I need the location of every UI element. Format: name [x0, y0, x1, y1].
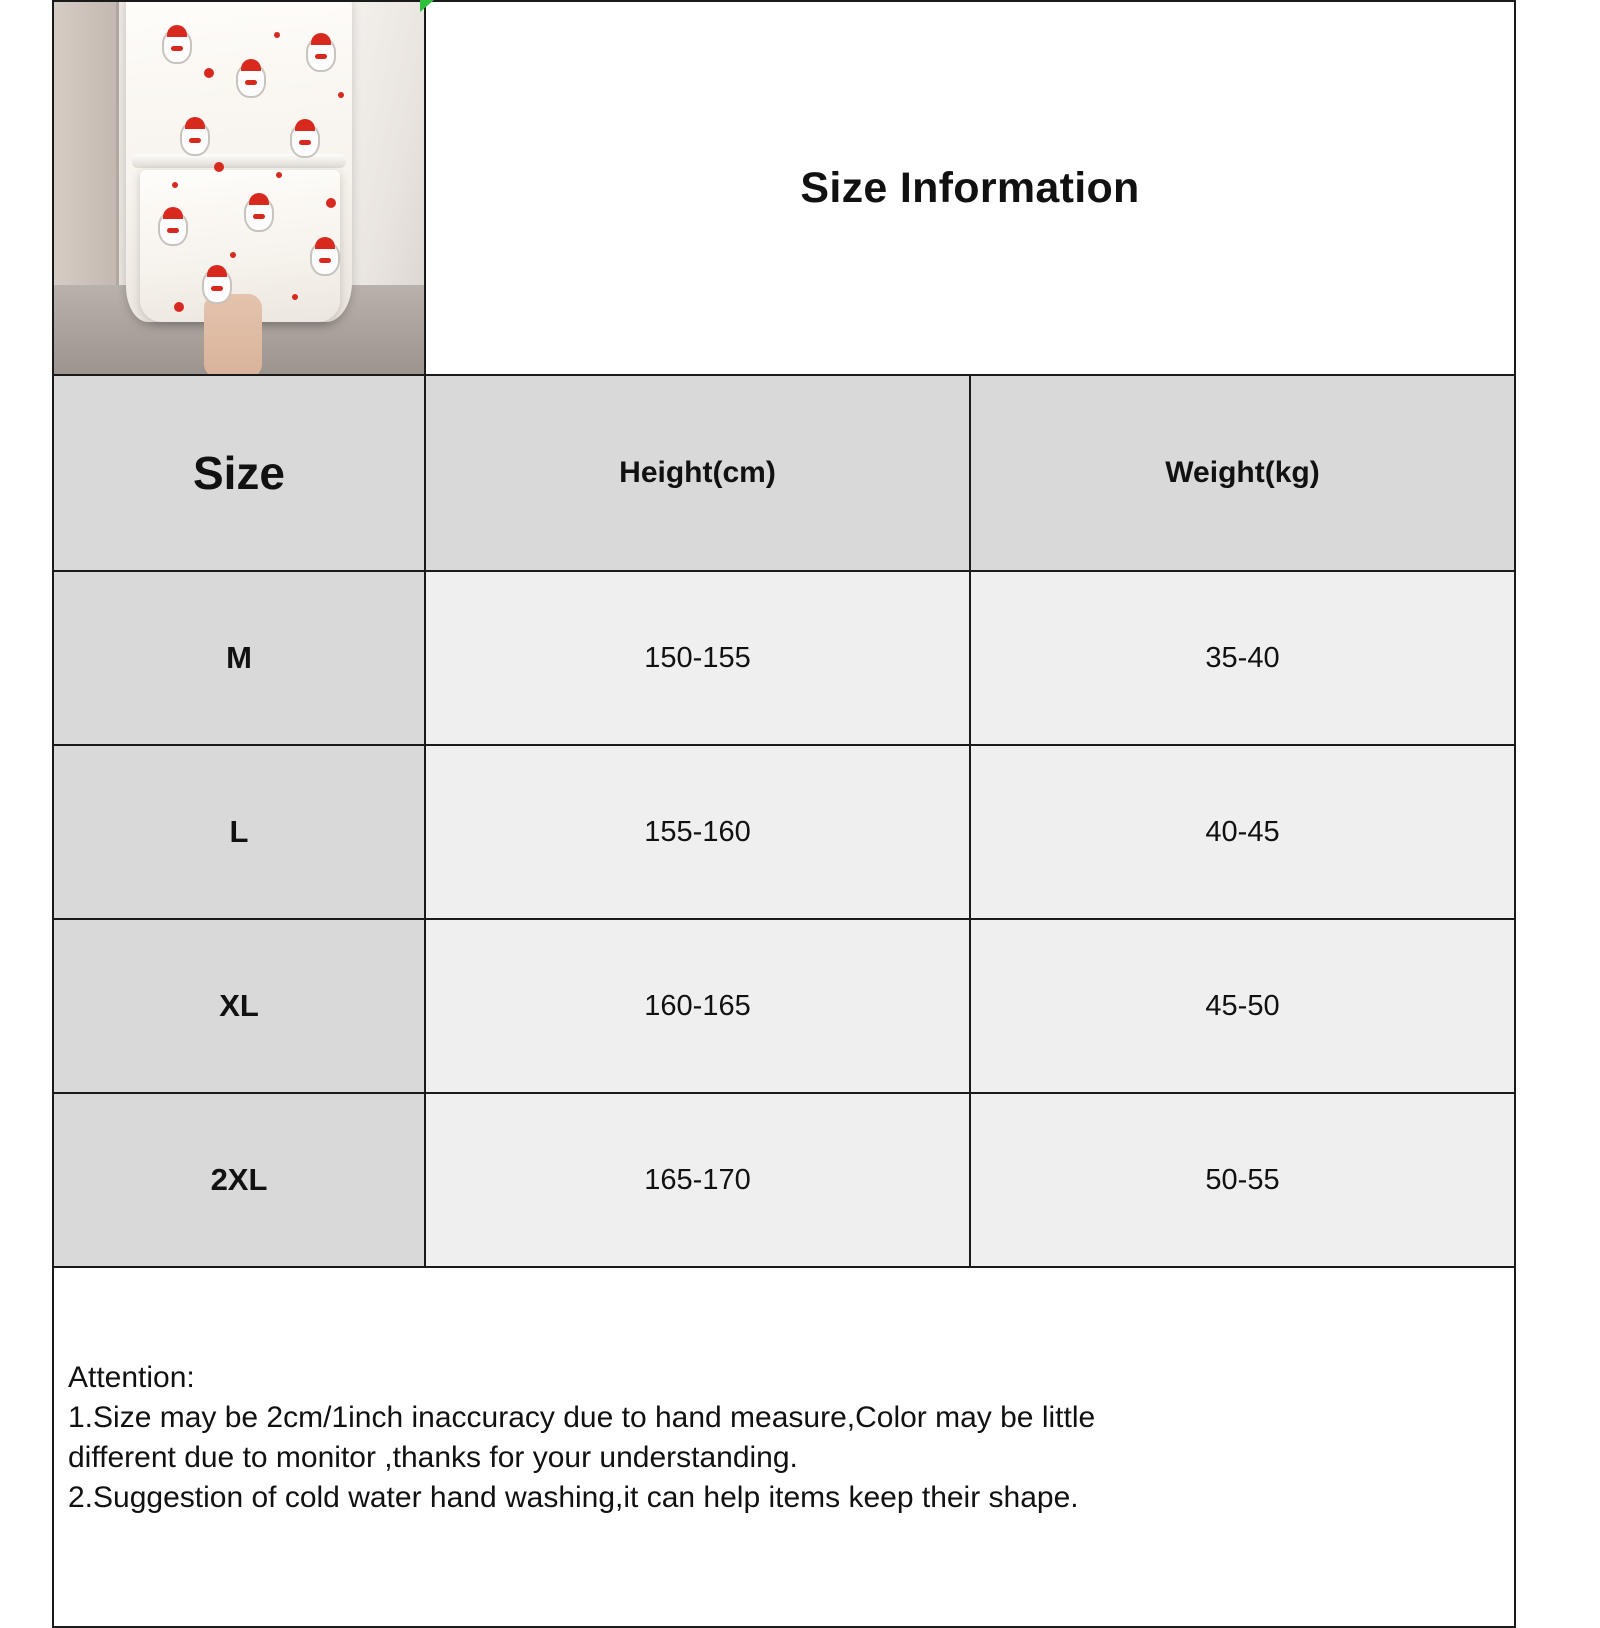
- cell-size: XL: [53, 919, 425, 1093]
- attention-line-1: 1.Size may be 2cm/1inch inaccuracy due to hand measure,Color may be little: [68, 1401, 1096, 1435]
- photo-print-cat-icon: [290, 124, 320, 158]
- photo-garment-hem: [132, 154, 346, 168]
- attention-line-2: 2.Suggestion of cold water hand washing,it can help items keep their shape.: [68, 1480, 1079, 1514]
- photo-print-cat-icon: [236, 64, 266, 98]
- table-row-banner: [53, 1, 1515, 375]
- photo-print-cat-icon: [306, 38, 336, 72]
- photo-print-dot: [214, 162, 224, 172]
- attention-line-1-continued: different due to monitor ,thanks for your understanding.: [68, 1441, 798, 1474]
- table-row: [53, 919, 1515, 1093]
- table-header-row: [53, 375, 1515, 571]
- table-row-attention: [53, 1267, 1515, 1627]
- photo-print-dot: [326, 198, 336, 208]
- photo-print-cat-icon: [180, 122, 210, 156]
- page-title: Size Information: [800, 163, 1140, 212]
- attention-cell: [53, 1267, 1515, 1627]
- cell-height: 150-155: [425, 571, 970, 745]
- photo-print-cat-icon: [158, 212, 188, 246]
- cell-size: 2XL: [53, 1093, 425, 1267]
- table-row: [53, 571, 1515, 745]
- column-header-weight: [970, 375, 1515, 571]
- photo-print-dot: [276, 172, 282, 178]
- product-photo: [54, 2, 424, 374]
- column-header-height-label: Height(cm): [619, 456, 776, 489]
- cell-weight: 35-40: [970, 571, 1515, 745]
- photo-print-dot: [292, 294, 298, 300]
- cell-height: 165-170: [425, 1093, 970, 1267]
- cell-weight: 40-45: [970, 745, 1515, 919]
- photo-print-dot: [274, 32, 280, 38]
- cell-height: 160-165: [425, 919, 970, 1093]
- photo-print-cat-icon: [310, 242, 340, 276]
- green-corner-marker-icon: [420, 0, 434, 12]
- column-header-weight-label: Weight(kg): [1165, 456, 1320, 489]
- photo-print-dot: [204, 68, 214, 78]
- photo-model-leg: [204, 294, 262, 374]
- cell-size: L: [53, 745, 425, 919]
- cell-weight: 50-55: [970, 1093, 1515, 1267]
- column-header-height: [425, 375, 970, 571]
- table-row: [53, 745, 1515, 919]
- size-information-table: [52, 0, 1516, 1628]
- cell-weight: 45-50: [970, 919, 1515, 1093]
- attention-heading: Attention:: [68, 1361, 195, 1395]
- photo-print-dot: [230, 252, 236, 258]
- photo-print-dot: [174, 302, 184, 312]
- photo-print-dot: [172, 182, 178, 188]
- cell-height: 155-160: [425, 745, 970, 919]
- document-title-cell: [425, 1, 1515, 375]
- photo-print-cat-icon: [244, 198, 274, 232]
- column-header-size: [53, 375, 425, 571]
- table-row: [53, 1093, 1515, 1267]
- photo-print-cat-icon: [202, 270, 232, 304]
- column-header-size-label: Size: [192, 447, 286, 499]
- product-photo-cell: [53, 1, 425, 375]
- photo-print-dot: [338, 92, 344, 98]
- attention-block: [68, 1358, 1500, 1518]
- photo-print-cat-icon: [162, 30, 192, 64]
- cell-size: M: [53, 571, 425, 745]
